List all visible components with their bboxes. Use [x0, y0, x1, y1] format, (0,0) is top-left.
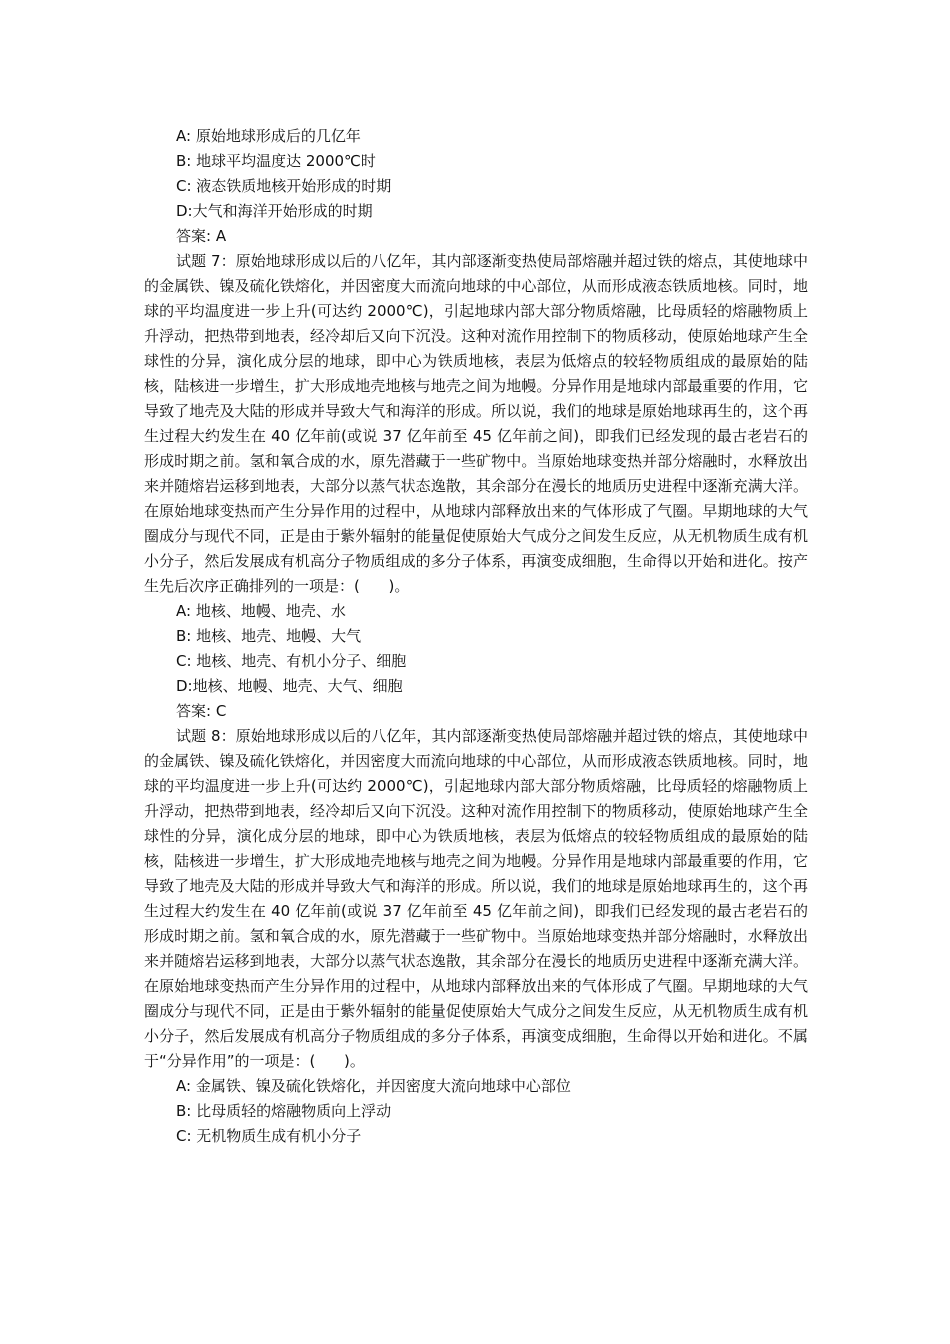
q7-option-d: D:地核、地幔、地壳、大气、细胞: [176, 677, 403, 695]
q6-answer: 答案: A: [176, 227, 227, 245]
q8-option-a: A: 金属铁、镍及硫化铁熔化，并因密度大流向地球中心部位: [176, 1077, 571, 1095]
q7-option-a: A: 地核、地幔、地壳、水: [176, 602, 346, 620]
q7-option-b: B: 地核、地壳、地幔、大气: [176, 627, 362, 645]
q7-question-close: )。: [388, 577, 410, 595]
q8-option-c: C: 无机物质生成有机小分子: [176, 1127, 362, 1145]
q8-question: [144, 724, 808, 1074]
q6-option-c: C: 液态铁质地核开始形成的时期: [176, 177, 392, 195]
q6-option-a: A: 原始地球形成后的几亿年: [176, 127, 361, 145]
q7-question: [144, 249, 808, 599]
document-page: [144, 124, 808, 1149]
q7-answer: 答案: C: [176, 702, 227, 720]
q6-option-d: D:大气和海洋开始形成的时期: [176, 202, 373, 220]
q7-option-c: C: 地核、地壳、有机小分子、细胞: [176, 652, 407, 670]
q8-option-b: B: 比母质轻的熔融物质向上浮动: [176, 1102, 392, 1120]
q7-blank: [360, 577, 389, 595]
q8-question-text: 试题 8：原始地球形成以后的八亿年，其内部逐渐变热使局部熔融并超过铁的熔点，其使地球中的金属铁、镍及硫化铁熔化，并因密度大而流向地球的中心部位，从而形成液态铁质地核。同时，地球的平均温度进一步上升(可达约 2000℃)，引起地球内部大部分物质熔融，比母质轻的熔融物质上升浮动，把热带到地表，经冷却后又向下沉没。这种对流作用控制下的物质移动，使原始地球产生全球性的分异，演化成分层的地球，即中心为铁质地核，表层为低熔点的较轻物质组成的最原始的陆核，陆核进一步增生，扩大形成地壳地核与地壳之间为地幔。分异作用是地球内部最重要的作用，它导致了地壳及大陆的形成并导致大气和海洋的形成。所以说，我们的地球是原始地球再生的，这个再生过程大约发生在 40 亿年前(或说 37 亿年前至 45 亿年前之间)，即我们已经发现的最古老岩石的形成时期之前。氢和氧合成的水，原先潜藏于一些矿物中。当原始地球变热并部分熔融时，水释放出来并随熔岩运移到地表，大部分以蒸气状态逸散，其余部分在漫长的地质历史进程中逐渐充满大洋。在原始地球变热而产生分异作用的过程中，从地球内部释放出来的气体形成了气圈。早期地球的大气圈成分与现代不同，正是由于紫外辐射的能量促使原始大气成分之间发生反应，从无机物质生成有机小分子，然后发展成有机高分子物质组成的多分子体系，再演变成细胞，生命得以开始和进化。不属于“分异作用”的一项是：(: [144, 727, 808, 1070]
q6-option-b: B: 地球平均温度达 2000℃时: [176, 152, 376, 170]
q8-question-close: )。: [344, 1052, 365, 1070]
q7-question-text: 试题 7：原始地球形成以后的八亿年，其内部逐渐变热使局部熔融并超过铁的熔点，其使地球中的金属铁、镍及硫化铁熔化，并因密度大而流向地球的中心部位，从而形成液态铁质地核。同时，地球的平均温度进一步上升(可达约 2000℃)，引起地球内部大部分物质熔融，比母质轻的熔融物质上升浮动，把热带到地表，经冷却后又向下沉没。这种对流作用控制下的物质移动，使原始地球产生全球性的分异，演化成分层的地球，即中心为铁质地核，表层为低熔点的较轻物质组成的最原始的陆核，陆核进一步增生，扩大形成地壳地核与地壳之间为地幔。分异作用是地球内部最重要的作用，它导致了地壳及大陆的形成并导致大气和海洋的形成。所以说，我们的地球是原始地球再生的，这个再生过程大约发生在 40 亿年前(或说 37 亿年前至 45 亿年前之间)，即我们已经发现的最古老岩石的形成时期之前。氢和氧合成的水，原先潜藏于一些矿物中。当原始地球变热并部分熔融时，水释放出来并随熔岩运移到地表，大部分以蒸气状态逸散，其余部分在漫长的地质历史进程中逐渐充满大洋。在原始地球变热而产生分异作用的过程中，从地球内部释放出来的气体形成了气圈。早期地球的大气圈成分与现代不同，正是由于紫外辐射的能量促使原始大气成分之间发生反应，从无机物质生成有机小分子，然后发展成有机高分子物质组成的多分子体系，再演变成细胞，生命得以开始和进化。按产生先后次序正确排列的一项是：(: [144, 252, 808, 595]
q8-blank: [315, 1052, 344, 1070]
